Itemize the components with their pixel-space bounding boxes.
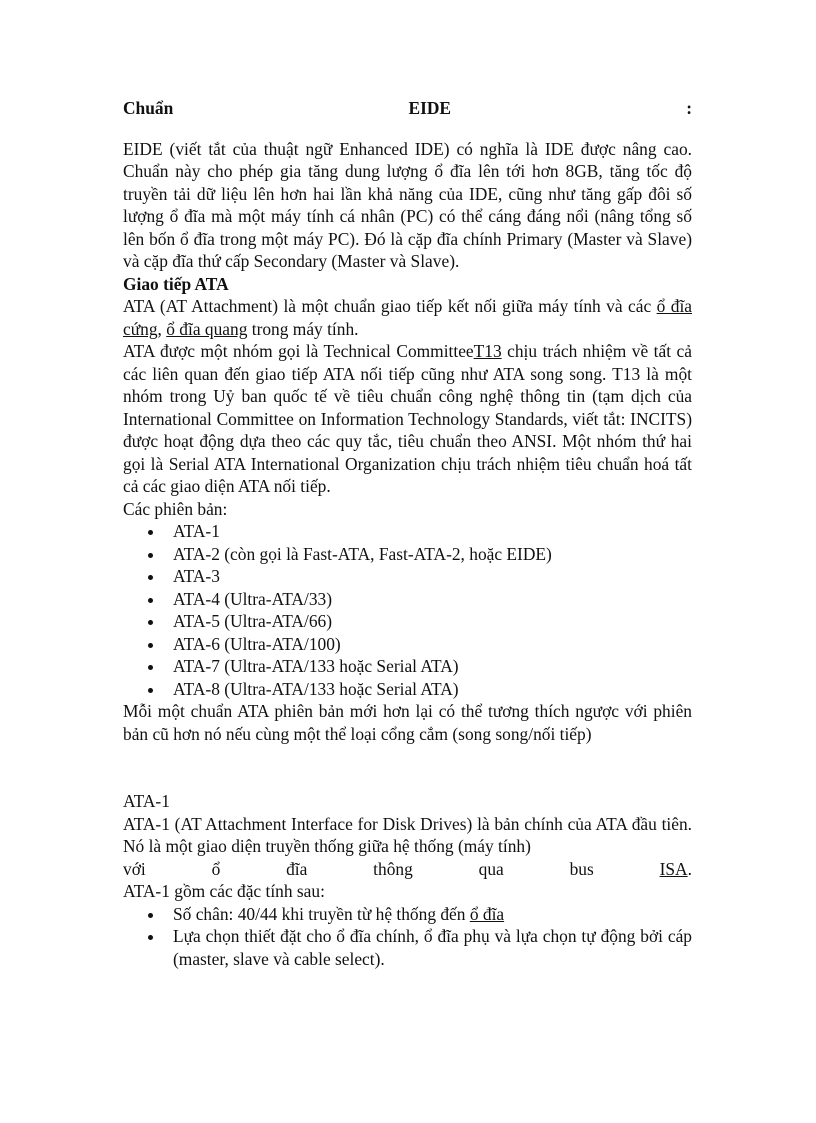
list-item: ATA-4 (Ultra-ATA/33) (123, 588, 692, 611)
versions-list (123, 520, 692, 700)
ata-heading: Giao tiếp ATA (123, 273, 229, 294)
title-row (123, 97, 692, 120)
ata1-features-label: ATA-1 gồm các đặc tính sau: (123, 881, 325, 901)
section-spacer (123, 745, 692, 790)
document-page (123, 94, 692, 970)
list-item: ATA-6 (Ultra-ATA/100) (123, 633, 692, 656)
eide-paragraph: EIDE (viết tắt của thuật ngữ Enhanced IDE) có nghĩa là IDE được nâng cao. Chuẩn này cho phép gia tăng dung lượng ổ đĩa lên tới hơn 8GB, tăng tốc độ truyền tải dữ liệu lên hơn hai lần khả năng của IDE, cũng như tăng gấp đôi số lượng ổ đĩa mà một máy tính cá nhân (PC) có thể cáng đáng nổi (nâng tổng số lên bốn ổ đĩa trong một máy PC). Đó là cặp đĩa chính Primary (Master và Slave) và cặp đĩa thứ cấp Secondary (Master và Slave). (123, 138, 692, 271)
ata1-word: đĩa (286, 858, 308, 879)
hard-disk-link[interactable]: ổ đĩa cứng (123, 296, 692, 339)
isa-link-wrap (660, 858, 692, 881)
list-item: ATA-7 (Ultra-ATA/133 hoặc Serial ATA) (123, 655, 692, 678)
list-item: ATA-1 (123, 520, 692, 543)
ata-intro-paragraph (123, 295, 692, 340)
title-right: : (686, 98, 692, 118)
ata-t13-text: ATA được một nhóm gọi là Technical Committee (123, 341, 474, 361)
ata1-word: bus (569, 858, 594, 879)
t13-link[interactable]: T13 (473, 341, 502, 361)
ata-intro-text: ATA (AT Attachment) là một chuẩn giao tiếp kết nối giữa máy tính và các (123, 296, 657, 316)
ata1-word: qua (478, 858, 504, 879)
title-center: EIDE (408, 98, 451, 118)
ata1-features-list (123, 903, 692, 971)
versions-label: Các phiên bản: (123, 498, 228, 519)
isa-link[interactable]: ISA (659, 858, 688, 879)
title-left: Chuẩn (123, 98, 174, 118)
ata-t13-paragraph (123, 340, 692, 498)
ata1-word: với (123, 858, 146, 879)
ata1-paragraph: ATA-1 (AT Attachment Interface for Disk Drives) là bản chính của ATA đầu tiên. Nó là một giao diện truyền thống giữa hệ thống (máy tính) (123, 813, 692, 856)
ata1-word: thông (373, 858, 413, 879)
ata-intro-end: trong máy tính. (247, 318, 359, 339)
optical-disk-link[interactable]: ổ đĩa quang (166, 318, 248, 339)
list-item: ATA-5 (Ultra-ATA/66) (123, 610, 692, 633)
list-item: ATA-2 (còn gọi là Fast-ATA, Fast-ATA-2, hoặc EIDE) (123, 543, 692, 566)
ata-t13-rest: chịu trách nhiệm về tất cả các liên quan đến giao tiếp ATA nối tiếp cũng như ATA song song. T13 là một nhóm trong Uỷ ban quốc tế về tiêu chuẩn công nghệ thông tin (tạm dịch của International Committee on Information Technology Standards, viết tắt: INCITS) được hoạt động dựa theo các quy tắc, tiêu chuẩn theo ANSI. Một nhóm thứ hai gọi là Serial ATA International Organization chịu trách nhiệm tiêu chuẩn hoá tất cả các giao diện ATA nối tiếp. (123, 341, 692, 496)
list-item: ATA-8 (Ultra-ATA/133 hoặc Serial ATA) (123, 678, 692, 701)
isa-period: . (687, 858, 692, 879)
list-item: ATA-3 (123, 565, 692, 588)
list-item (123, 903, 692, 926)
feature-text: Số chân: 40/44 khi truyền từ hệ thống đến (173, 903, 470, 924)
ata1-word: ổ (211, 858, 221, 879)
ata1-paragraph-last-line (123, 858, 692, 881)
disk-link[interactable]: ổ đĩa (469, 903, 505, 924)
list-item: Lựa chọn thiết đặt cho ổ đĩa chính, ổ đĩa phụ và lựa chọn tự động bởi cáp (master, slave và cable select). (123, 925, 692, 970)
ata-intro-separator: , (157, 318, 167, 339)
compat-paragraph: Mỗi một chuẩn ATA phiên bản mới hơn lại có thể tương thích ngược với phiên bản cũ hơn nó nếu cùng một thể loại cổng cắm (song song/nối tiếp) (123, 701, 692, 744)
ata1-heading: ATA-1 (123, 791, 170, 811)
